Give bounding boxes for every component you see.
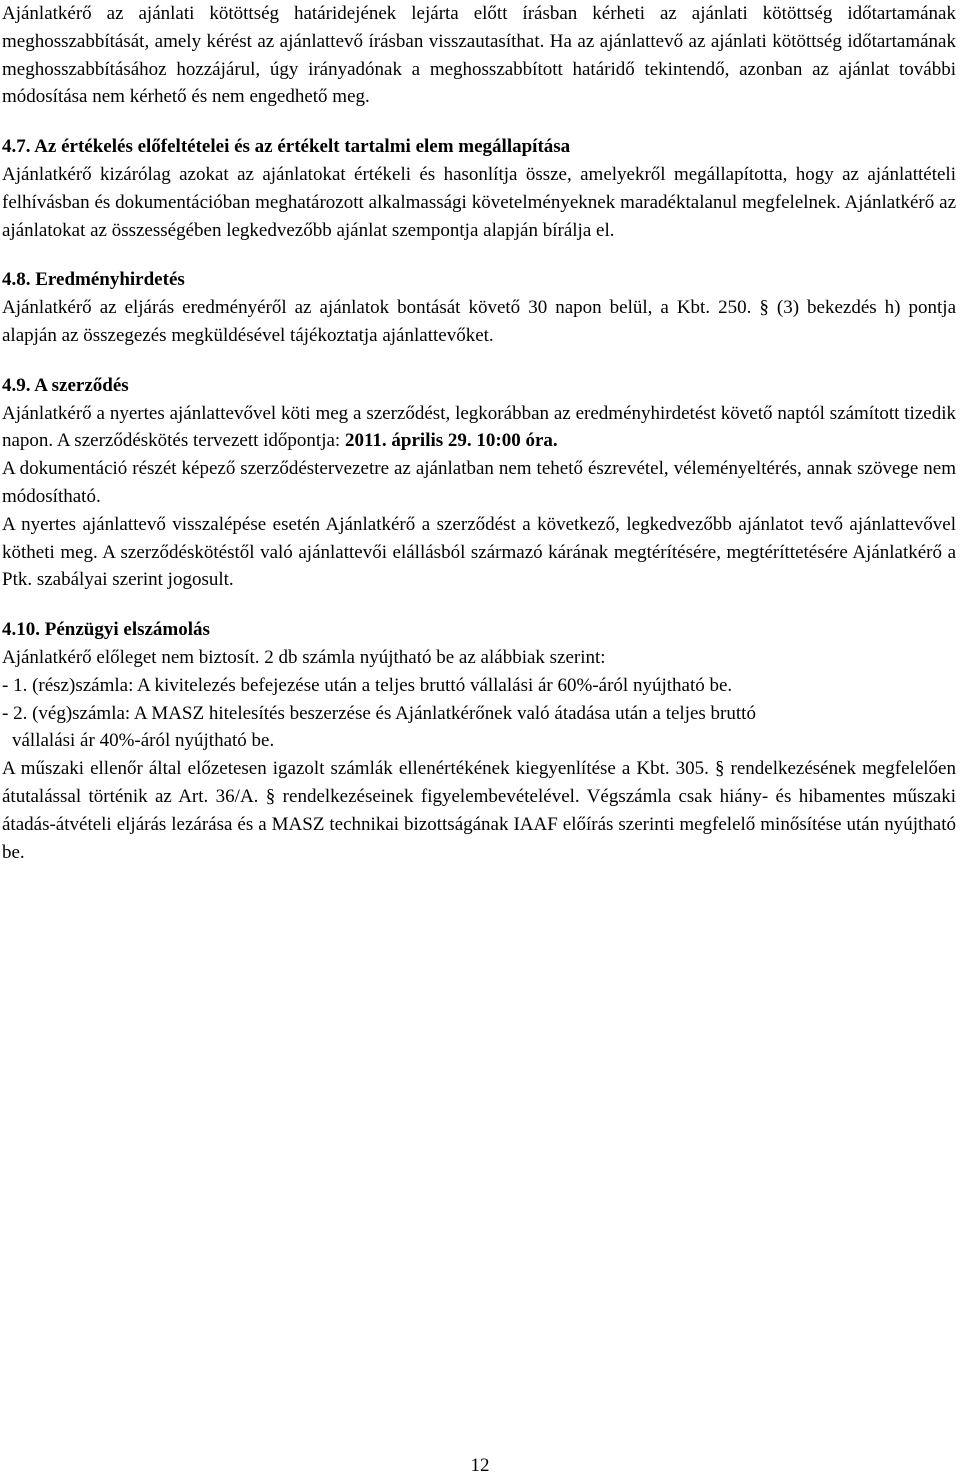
paragraph-contract-date xyxy=(2,400,956,456)
section-heading-4-8: 4.8. Eredményhirdetés xyxy=(2,269,185,291)
list-item-invoice-2: - 2. (vég)számla: A MASZ hitelesítés beszerzése és Ajánlatkérőnek való átadása után a teljes bruttó xyxy=(2,702,756,724)
paragraph-contract-draft: A dokumentáció részét képező szerződéstervezetre az ajánlatban nem tehető észrevétel, véleményeltérés, annak szövege nem módosítható. xyxy=(2,458,956,507)
contract-text: Ajánlatkérő a nyertes ajánlattevővel köti meg a szerződést, legkorábban az eredményhirdetést követő naptól számított tizedik napon. A szerződéskötés tervezett időpontja: xyxy=(2,402,956,452)
spacer xyxy=(2,244,956,266)
section-heading-4-9: 4.9. A szerződés xyxy=(2,374,129,396)
list-item-invoice-2-cont: vállalási ár 40%-áról nyújtható be. xyxy=(12,730,275,752)
document-page xyxy=(2,0,956,866)
paragraph-evaluation: Ajánlatkérő kizárólag azokat az ajánlatokat értékeli és hasonlítja össze, amelyekről megállapította, hogy az ajánlattételi felhívásban és dokumentációban meghatározott alkalmassági követelményeknek maradéktalanul megfelelnek. Ajánlatkérő az ajánlatokat az összességében legkedvezőbb ajánlat szempontja alapján bírálja el. xyxy=(2,163,956,241)
paragraph-payment: A műszaki ellenőr által előzetesen igazolt számlák ellenértékének kiegyenlítése a Kbt. 305. § rendelkezésének megfelelően átutalással történik az Art. 36/A. § rendelkezéseinek figyelembevételével. Végszámla csak hiány- és hibamentes műszaki átadás-átvételi eljárás lezárása és a MASZ technikai bizottságának IAAF előírás szerinti megfelelő minősítése után nyújtható be. xyxy=(2,758,956,863)
section-heading-4-10: 4.10. Pénzügyi elszámolás xyxy=(2,619,210,641)
paragraph-binding-period: Ajánlatkérő az ajánlati kötöttség határidejének lejárta előtt írásban kérheti az ajánlati kötöttség időtartamának meghosszabbítását, amely kérést az ajánlattevő írásban visszautasíthat. Ha az ajánlattevő az ajánlati kötöttség időtartamának meghosszabbításához hozzájárul, úgy irányadónak a meghosszabbított határidő tekintendő, azonban az ajánlat további módosítása nem kérhető és nem engedhető meg. xyxy=(2,3,956,108)
paragraph-result-announcement: Ajánlatkérő az eljárás eredményéről az ajánlatok bontását követő 30 napon belül, a Kbt. 250. § (3) bekezdés h) pontja alapján az összegezés megküldésével tájékoztatja ajánlattevőket. xyxy=(2,297,956,346)
paragraph-winner-withdrawal: A nyertes ajánlattevő visszalépése esetén Ajánlatkérő a szerződést a következő, legkedvezőbb ajánlatot tevő ajánlattevővel kötheti meg. A szerződéskötéstől való ajánlattevői elállásból származó kárának megtérítésére, megtéríttetésére Ajánlatkérő a Ptk. szabályai szerint jogosult. xyxy=(2,513,956,591)
contract-date: 2011. április 29. 10:00 óra. xyxy=(344,430,558,452)
paragraph-advance: Ajánlatkérő előleget nem biztosít. 2 db számla nyújtható be az alábbiak szerint: xyxy=(2,646,606,668)
spacer xyxy=(2,594,956,616)
spacer xyxy=(2,350,956,372)
list-item-invoice-1: - 1. (rész)számla: A kivitelezés befejezése után a teljes bruttó vállalási ár 60%-áról nyújtható be. xyxy=(2,674,733,696)
section-heading-4-7: 4.7. Az értékelés előfeltételei és az értékelt tartalmi elem megállapítása xyxy=(2,136,571,158)
page-number: 12 xyxy=(470,1455,490,1476)
spacer xyxy=(2,111,956,133)
